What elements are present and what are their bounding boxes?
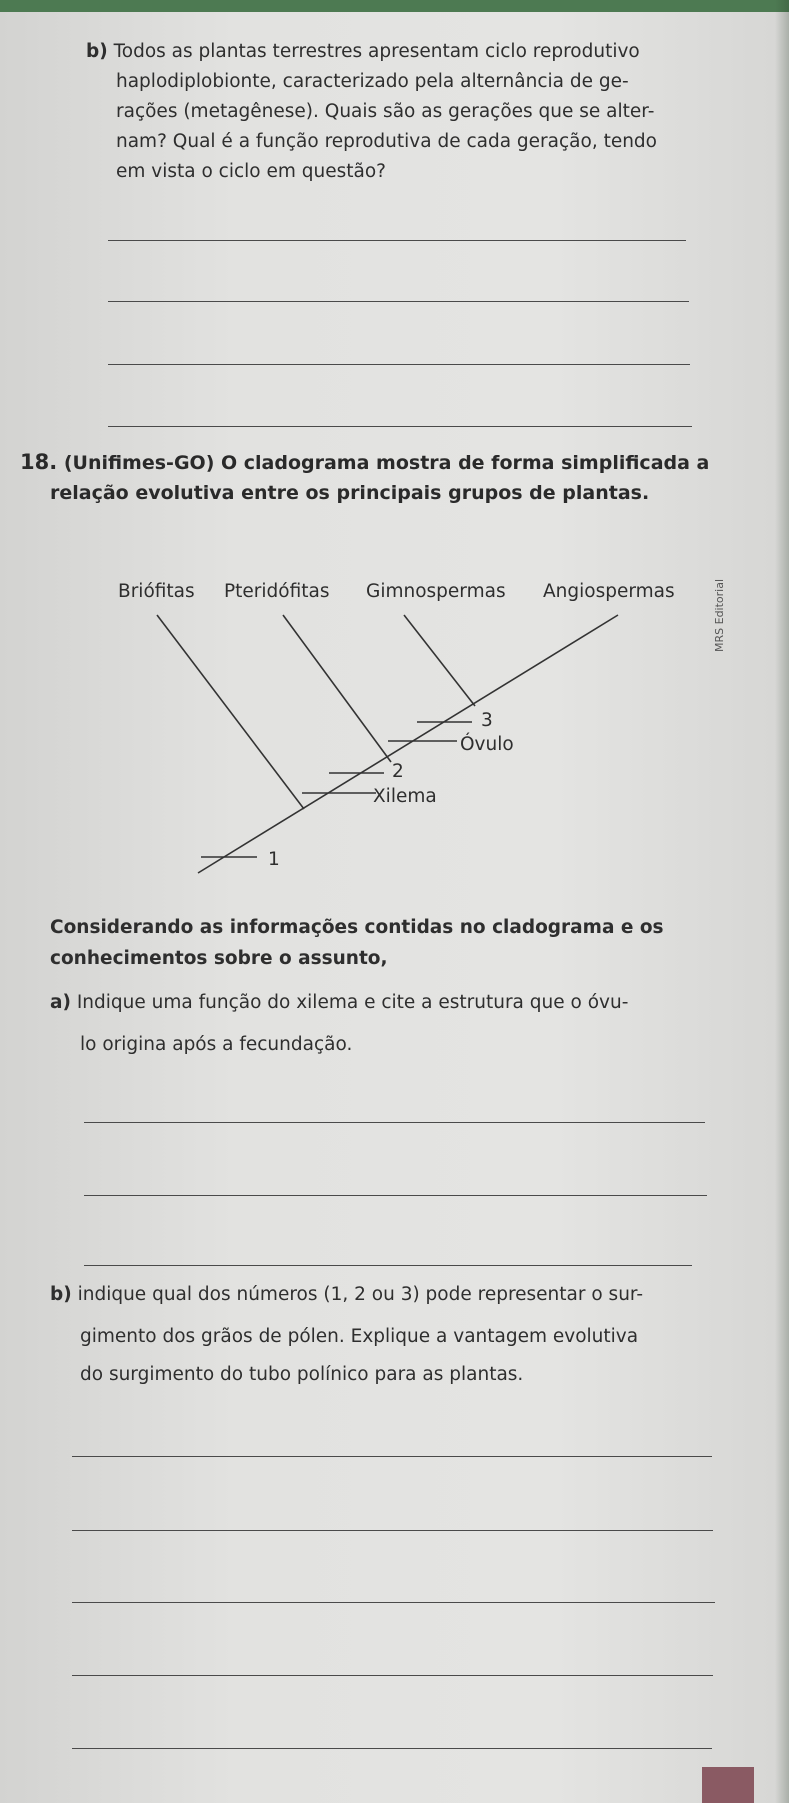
part-a-text-1: Indique uma função do xilema e cite a estrutura que o óvu-	[76, 992, 629, 1013]
branch-pteridofitas	[283, 615, 391, 762]
part-a-label: a)	[50, 992, 71, 1013]
answer-line-b-5[interactable]	[72, 1748, 712, 1749]
answer-line-b-2[interactable]	[72, 1530, 713, 1531]
answer-line-q17b-3[interactable]	[108, 364, 690, 365]
q18-header-line-1	[20, 447, 709, 478]
marker-label-xilema: Xilema	[373, 786, 437, 807]
q17b-line-4: nam? Qual é a função reprodutiva de cada geração, tendo	[116, 131, 657, 152]
page-top-band	[0, 0, 789, 12]
group-label-angiospermas: Angiospermas	[543, 581, 675, 602]
answer-line-q17b-4[interactable]	[108, 426, 692, 427]
part-b-label: b)	[50, 1284, 72, 1305]
context-line-2: conhecimentos sobre o assunto,	[50, 948, 388, 969]
q17b-line-5: em vista o ciclo em questão?	[116, 161, 387, 182]
marker-label-2: 2	[392, 761, 404, 782]
q18-header-text-1: (Unifimes-GO) O cladograma mostra de forma simplificada a	[63, 452, 710, 474]
branch-gimnospermas	[404, 615, 475, 706]
answer-line-b-4[interactable]	[72, 1675, 713, 1676]
answer-line-a-2[interactable]	[84, 1195, 707, 1196]
q18-header-line-2: relação evolutiva entre os principais grupos de plantas.	[50, 482, 650, 504]
q17b-text-1: Todos as plantas terrestres apresentam ciclo reprodutivo	[113, 41, 640, 62]
marker-label-3: 3	[481, 710, 493, 731]
cladogram	[0, 560, 789, 900]
group-label-pteridofitas: Pteridófitas	[224, 581, 330, 602]
context-line-1: Considerando as informações contidas no cladograma e os	[50, 917, 664, 938]
answer-line-b-3[interactable]	[72, 1602, 715, 1603]
part-b-line-2: gimento dos grãos de pólen. Explique a vantagem evolutiva	[80, 1326, 639, 1347]
q17b-label: b)	[86, 41, 108, 62]
page-edge-shadow	[775, 0, 789, 1803]
answer-line-b-1[interactable]	[72, 1456, 712, 1457]
branch-briofitas	[157, 615, 304, 809]
answer-line-a-1[interactable]	[84, 1122, 705, 1123]
cladogram-main-axis	[198, 615, 618, 873]
answer-line-q17b-2[interactable]	[108, 301, 689, 302]
group-label-briofitas: Briófitas	[118, 581, 195, 602]
page-corner-tab	[702, 1767, 754, 1803]
q17b-line-3: rações (metagênese). Quais são as gerações que se alter-	[116, 101, 655, 122]
answer-line-a-3[interactable]	[84, 1265, 692, 1266]
part-a-line-2: lo origina após a fecundação.	[80, 1034, 353, 1055]
marker-label-ovulo: Óvulo	[460, 734, 514, 755]
q17b-line-2: haplodiplobionte, caracterizado pela alternância de ge-	[116, 71, 629, 92]
part-b-text-1: indique qual dos números (1, 2 ou 3) pode representar o sur-	[77, 1284, 644, 1305]
q17b-line-1	[86, 37, 640, 67]
answer-line-q17b-1[interactable]	[108, 240, 686, 241]
image-credit: MRS Editorial	[713, 578, 726, 652]
part-b-line-3: do surgimento do tubo polínico para as plantas.	[80, 1364, 524, 1385]
part-b-line-1	[50, 1280, 643, 1310]
group-label-gimnospermas: Gimnospermas	[366, 581, 506, 602]
part-a-line-1	[50, 988, 628, 1018]
q18-number: 18.	[20, 450, 58, 474]
marker-label-1: 1	[268, 849, 280, 870]
